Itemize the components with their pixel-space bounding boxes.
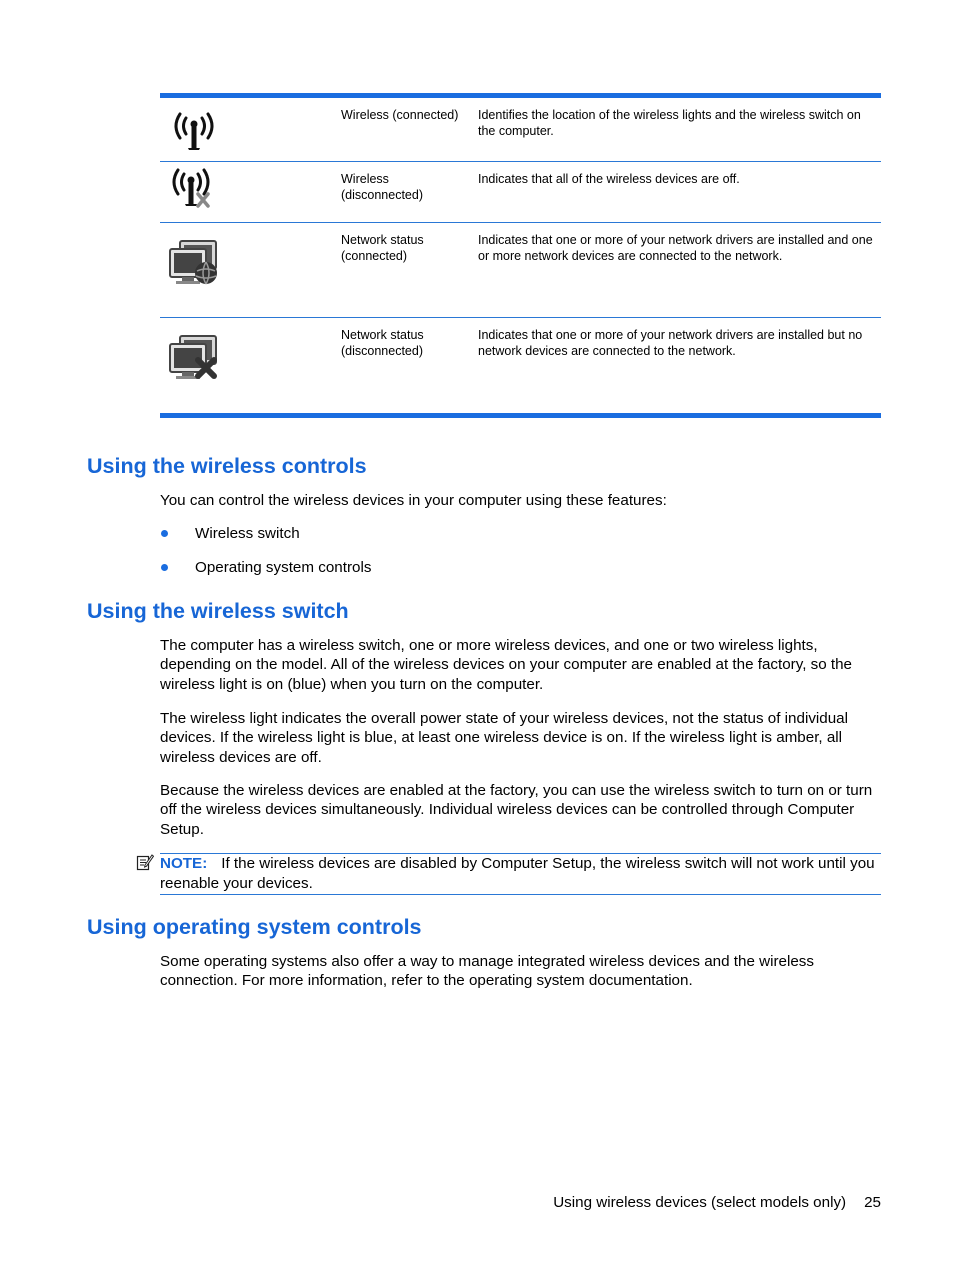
- row-description: Identifies the location of the wireless lights and the wireless switch on the computer.: [478, 108, 861, 138]
- note-text: If the wireless devices are disabled by Computer Setup, the wireless switch will not work until you reenable your devices.: [160, 855, 875, 892]
- note-icon: [136, 853, 154, 871]
- row-description: Indicates that one or more of your network drivers are installed and one or more network devices are connected to the network.: [478, 233, 873, 263]
- page-number: 25: [864, 1194, 881, 1211]
- note-box: [160, 853, 881, 895]
- footer-text: Using wireless devices (select models only): [553, 1194, 847, 1211]
- list-item-text: Wireless switch: [195, 525, 300, 542]
- wireless-disconnected-icon: [166, 164, 222, 220]
- network-connected-icon: [166, 237, 222, 293]
- row-label: Wireless (connected): [341, 108, 459, 122]
- wireless-switch-paragraph-1: The computer has a wireless switch, one or more wireless devices, and one or two wireless lights, depending on the model. All of the wireless devices on your computer are enabled at the factory, so the wireless light is on (blue) when you turn on the computer.: [160, 637, 853, 693]
- section-heading-wireless-switch: Using the wireless switch: [87, 599, 349, 623]
- wireless-switch-paragraph-3: Because the wireless devices are enabled at the factory, you can use the wireless switch to turn on or turn off the wireless devices simultaneously. Individual wireless devices can be controlled through Computer Setup.: [160, 782, 873, 838]
- row-description: Indicates that one or more of your network drivers are installed but no network devices are connected to the network.: [478, 328, 863, 358]
- wireless-connected-icon: [166, 106, 222, 162]
- bullet-icon: [161, 530, 168, 537]
- table-row: [160, 98, 881, 162]
- network-disconnected-icon: [166, 332, 222, 388]
- row-description: Indicates that all of the wireless devices are off.: [478, 172, 740, 186]
- wireless-switch-paragraph-2: The wireless light indicates the overall power state of your wireless devices, not the status of individual devices. If the wireless light is blue, at least one wireless device is on. If the wireless light is amber, all wireless devices are off.: [160, 710, 848, 766]
- table-row: [160, 318, 881, 413]
- row-label: Wireless (disconnected): [341, 172, 423, 202]
- table-row: [160, 162, 881, 223]
- wireless-icons-table: [160, 93, 881, 418]
- section-heading-os-controls: Using operating system controls: [87, 915, 422, 939]
- bullet-icon: [161, 564, 168, 571]
- table-row: [160, 223, 881, 318]
- wireless-controls-intro: You can control the wireless devices in your computer using these features:: [160, 492, 667, 509]
- row-label: Network status (disconnected): [341, 328, 424, 358]
- note-label: NOTE:: [160, 855, 208, 872]
- list-item-text: Operating system controls: [195, 559, 372, 576]
- section-heading-wireless-controls: Using the wireless controls: [87, 454, 367, 478]
- page-footer: [553, 1193, 881, 1212]
- row-label: Network status (connected): [341, 233, 424, 263]
- os-controls-paragraph: Some operating systems also offer a way to manage integrated wireless devices and the wireless connection. For more information, refer to the operating system documentation.: [160, 953, 814, 990]
